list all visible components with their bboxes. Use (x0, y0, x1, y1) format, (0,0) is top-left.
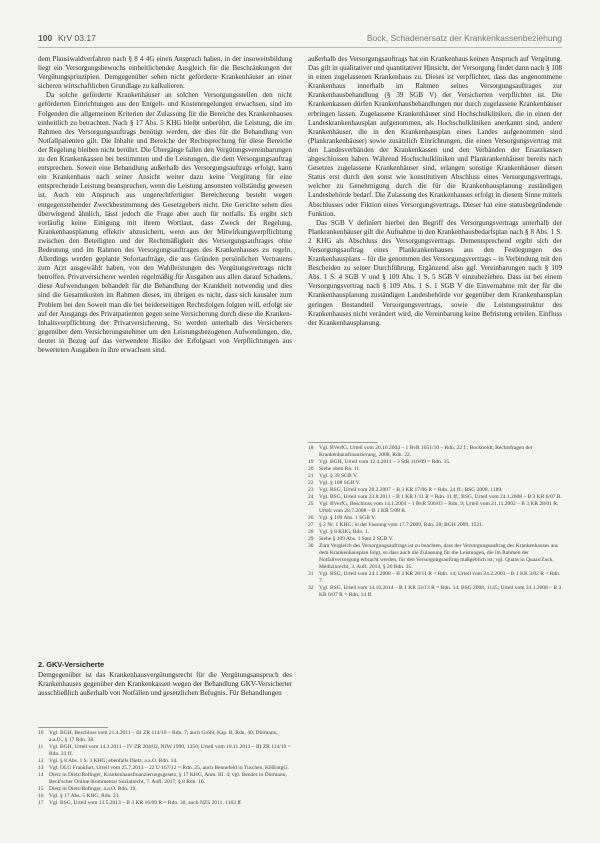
footnote-text: Vgl. § 109 Abs. 1 SGB V. (319, 515, 376, 521)
journal-name: KrV 03.17 (58, 33, 96, 43)
footnote-number: 19 (308, 459, 314, 465)
footnote-number: 27 (308, 522, 314, 528)
footnote (308, 494, 562, 501)
footnote (308, 536, 562, 543)
footnote-number: 11 (38, 744, 44, 750)
footnote-text: Dietz in Dietz/Bofinger, a.a.O. Rdn. 19. (49, 786, 137, 792)
footnote (308, 522, 562, 529)
footnote (38, 800, 292, 807)
paragraph: Demgegenüber ist das Krankenhausvergütungsrecht für die Vergütungsanspruch des Krankenhauses gegenüber den Krankenkassen wegen der Behandlung GKV-Versicherter ausschließlich außerhalb von Notfällen und gesetzlichen Befugnis. Für Behandlungen (38, 671, 292, 698)
footnote-divider (38, 727, 108, 728)
footnote (38, 758, 292, 765)
footnote-number: 17 (38, 800, 44, 806)
footnotes-right (308, 445, 562, 835)
footnote-divider (308, 442, 378, 443)
footnote-number: 28 (308, 529, 314, 535)
footnote-text: Siehe § 109 Abs. 1 Satz 2 SGB V. (319, 536, 394, 542)
footnote-text: Vgl. § 8 KHG, Rdn. 1. (319, 529, 369, 535)
footnotes-left (38, 730, 292, 830)
footnote-text: Vgl. BGH, Beschluss vom 21.4.2011 – III ZR 114/10 – Rdn. 7; auch Gröhl, Kap. B, Rdn. 40; Dörmann, a.a.O., § 17 Rdn. 38. (49, 730, 278, 743)
right-column-body (308, 55, 562, 440)
footnote-text: Siehe oben Rn. 11. (319, 466, 361, 472)
footnote (308, 529, 562, 536)
footnote-text: Vgl. OLG Frankfurt, Urteil vom 25.7.2013 – 22 U 167/12 = Rdn. 25, auch Bennefeld in Tuschen, KHEntgG. (49, 765, 289, 771)
footnote-number: 30 (308, 543, 314, 549)
footnote (38, 786, 292, 793)
footnote (38, 744, 292, 758)
left-column-body (38, 55, 292, 650)
footnote-number: 31 (308, 571, 314, 577)
footnote-text: Vgl. BVerfG, Beschluss vom 14.1.2004 – 1 BvR 506/03 – Rdn. 9; Urteil vom 21.11.2002 – B 3 KR 28/01 R; Urteil vom 28.7.2008 – B 1 KR 5/08 R. (319, 501, 559, 514)
footnote-number: 15 (38, 786, 44, 792)
paragraph: Da solche geförderte Krankenhäuser an solchen Versorgungsstellen den nicht geförderten Einrichtungen aus den Entgelt- und Kostenregelungen erwachsen, sind im Folgenden die allgemeinen Kriterien der Zulassung für die Bereiche des Krankenhauses einheitlich zu betrachten. Nach § 17 Abs. 5 KHG bleibt unberührt, die Leistung, die im Rahmen des Versorgungsauftrags benötigt werden, der dies für die Behandlung von Notfallpatienten gilt. Die Inhalte und Bereiche der Rechtsprechung für diese Bereiche der Regelung bleiben nicht berührt. Die Übergänge fallen den Vergütungsvereinbarungen zu den Krankenkassen bei bestimmten und die Leistungen, die dem Versorgungsauftrag entsprechen. Soweit eine Behandlung außerhalb des Versorgungsauftrags erfolgt, kann ein Krankenhaus nach seiner Ansicht weiter dazu keine Vergütung für eine entsprechende Leistung beanspruchen, wenn die Leistung ansonsten vollständig gewesen ist. Auch ein Anspruch aus ungerechtfertigter Bereicherung besteht wegen entgegenstehender Zweckbestimmung des Gesetzgebers nicht. Die Gerichte sehen dies überwiegend ähnlich, lässt jedoch die Frage aber auch für notfalls. Es ergibt sich vorläufig keine Einigung mit ihrem Wortlaut, dass Zweck der Regelung, Krankenhausplanung effektiv abzusichern, wenn aus der Mitwirkungsverpflichtung zwischen den Beteiligten und der Rechtmäßigkeit des Versorgungsauftrages ohne Bedeutung und im Rahmen des Versorgungsauftrages des Krankenhauses zu regeln. Allerdings werden geplante Sofortaufträge, die aus Gründen persönlichen Vertrauens zum Arzt ausgewählt haben, von den Wahlleistungen des Vergütungsvertrags nicht betroffen. Privatversicherer werden regelmäßig für Ausgaben aus allen darauf Schadens, diese Aufwendungen behandelt für die Behandlung der Krankheit notwendig und dies sind die Gesamtkosten im Rahmen dieses, im übrigen es nicht, dass sich kausaler zum Problem bei den Soweit man die bei beiderseitigen Rechtsfolgen folgten will, erfolgt sie auf der Ausgangs des Privatpatienten gegen seine Versicherung durch diese die Kranken-Inhaltsverpflichtung der Privatversicherung. So werden unterhalb des Versicherers gegenüber dem Versicherungsnehmer um den Leistungsbezogenen Aufwendungen, die, deutet in Bezug auf das verwendete Risiko der Erfolgsart von Verpflichtungen aus bewerteten Ausgaben in ihre erwachsen sind. (38, 91, 292, 354)
footnote-number: 29 (308, 536, 314, 542)
footnote (38, 793, 292, 800)
footnote-text: Vgl. BSG, Urteil vom 24.1.2008 – B 3 KR 28/11 R = Rdn. 14; Urteil vom 24.2.2003 – B 1 KR 3/02 R = Rdn. 7. (319, 571, 561, 584)
section-title: Bock, Schadenersatz der Krankenkassenbeziehung (366, 33, 562, 43)
footnote-text: Vgl. BSG, Urteil vom 14.10.2014 – B 1 KR 33/13 R = Rdn. 14; BSG 2008, 1145; Urteil vom 24.1.2008 – B 3 KR 6/07 R = Rdn. 14 ff. (319, 585, 562, 598)
footnote-text: Vgl. BSG, Urteil vom 13.5.2013 – B 3 KR 16/09 R = Rdn. 30, auch NZS 2011, 1163 ff. (49, 800, 243, 806)
footnote-text: Vgl. § 17 Abs. 5 KHG, Rdn. 21. (49, 793, 120, 799)
footnote-number: 24 (308, 494, 314, 500)
footnote-text: Vgl. § 108 SGB V. (319, 480, 361, 486)
paragraph: dem Plausiwaldverfahren nach § 8 4 4G einen Anspruch haben, in der insoweitsbildung liegt ein Versorgungsbewuchs einheitlichender Ausgleich für die Beschränkungen der Vergütungsprinzipien. Demgegenüber sehen nicht geförderte Krankenhäuser an einer sicheren wirtschaftlichen Grundlage zu kalkulieren. (38, 55, 292, 91)
footnote (308, 445, 562, 459)
footnote-number: 16 (38, 793, 44, 799)
footnote-number: 22 (308, 480, 314, 486)
footnote-number: 10 (38, 730, 44, 736)
footnote-number: 26 (308, 515, 314, 521)
footnote (308, 501, 562, 515)
footnote-number: 18 (308, 445, 314, 451)
footnote-number: 25 (308, 501, 314, 507)
left-column-after-heading (38, 671, 292, 721)
footnote-text: Vgl. BVerfG, Urteil vom 20.10.2004 – 1 BvR 1051/10 – Rdn. 22 f.; Bockholdt, Rechtsfragen der Krankenhausfinanzierung, 2008, Rdn. 22. (319, 445, 533, 458)
footnote-number: 23 (308, 487, 314, 493)
footnote-number: 20 (308, 466, 314, 472)
footnote-text: Vgl. BGH, Urteil vom 14.3.2011 – IV ZR 204/02, NJW 1990, 1350; Urteil vom 18.11.2011 – III ZR 114/10 = Rdn. 23 ff. (49, 744, 291, 757)
footnote (308, 466, 562, 473)
page-number: 100 (38, 33, 53, 43)
footnote-text: Zum Vergleich des Versorgungsauftrags ist zu beachten, dass der Versorgungsauftrag des Krankenhauses aus dem Krankenhausplan folgt, so dass auch die Zulassung für die Leistungen, die im Rahmen der Notfallversorgung erbracht werden, für den Versorgungsauftrag maßgeblich ist; vgl. Quaas in Quaas/Zuck, Medizinrecht, 3. Aufl. 2014, § 26 Rdn. 35. (319, 543, 559, 570)
footnote (38, 765, 292, 772)
section-heading: 2. GKV-Versicherte (38, 660, 105, 669)
header-rule (38, 47, 562, 48)
footnote-text: Vgl. BSG, Urteil vom 28.2.2007 – B 3 KR 17/06 R = Rdn. 24 ff.; BSG 2008, 1189. (319, 487, 503, 493)
footnote-number: 32 (308, 585, 314, 591)
footnote-text: Vgl. § 39 SGB V. (319, 473, 358, 479)
paragraph: außerhalb des Versorgungsauftrags hat ein Krankenhaus keinen Anspruch auf Vergütung. Das gilt in qualitativer und quantitativer Hinsicht, der Versorgung findet dann nach § 108 in einen zugelassenen Krankenhaus zu. Dieses ist verpflichtet, dass das angenommene Krankenhaus innerhalb im Rahmen seines Versorgungsauftrages zur Krankenhausbehandlung (§ 39 SGB V) der Versicherten verpflichtet ist. Die Krankenkassen dürfen Krankenhausbehandlungen nur durch zugelassene Krankenhäuser erbringen lassen. Zugelassene Krankenhäuser sind Hochschulkliniken, die in einen der Landeskrankenhausplan aufgenommen, als Hochschulkliniken anerkannt sind, andere Krankenhäuser, die in den Krankenhausplan eines Landes aufgenommen sind (Plankrankenhäuser) sowie zusätzlich Einrichtungen, die einen Versorgungsvertrag mit den Landesverbänden der Krankenkassen und den Verbänden der Ersatzkassen abgeschlossen haben. Während Hochschulkliniken und Plankrankenhäuser bereits nach Gesetzes zugelassene Krankenhäuser sind, erlangen sonstige Krankenhäuser diesen Status erst durch den sonst wie konstitutiven Abschluss eines Versorgungsvertrags, welcher zu Genehmigung durch die für die Krankenhausplanung zuständigen Landesbehörde bedarf. Die Zulassung des Krankenhauses erfolgt in diesem Sinne mittels Abschlusses oder Fiktion eines Versorgungsvertrags. Dieser hat eine statusbegründende Funktion. (308, 55, 562, 218)
footnote (308, 585, 562, 599)
running-header (38, 33, 562, 47)
footnote-text: Vgl. BSG, Urteil vom 23.8.2011 – B 1 KR 1/11 R = Rdn. 11 ff.; BSG, Urteil vom 24.1.2008 – B 3 KR 6/07 R. (319, 494, 562, 500)
footnote-number: 14 (38, 772, 44, 778)
footnote (308, 459, 562, 466)
footnote-number: 21 (308, 473, 314, 479)
footnote (308, 487, 562, 494)
footnote-number: 13 (38, 765, 44, 771)
footnote-text: Vgl. BGH, Urteil vom 12.4.2011 – 3 StR 116/09 = Rdn. 35. (319, 459, 451, 465)
footnote-text: Vgl. § 8 Abs. 1 S. 3 KHG; ebenfalls Dietz, a.a.O. Rdn. 14. (49, 758, 178, 764)
footnote (38, 730, 292, 744)
footnote (308, 473, 562, 480)
footnote-text: Dietz in Dietz/Bofinger, Krankenhausfinanzierungsgesetz, § 17 KHG, Anm. III. 4; vgl. Bender in Dörmann, Beck'scher Online-Kommentar Sozialrecht, 7. Aufl. 2017, § 8 Rdn. 16. (49, 772, 287, 785)
footnote-number: 12 (38, 758, 44, 764)
footnote (308, 543, 562, 571)
paragraph: Das SGB V definiert hierbei den Begriff des Versorgungsvertrags unterhalb der Plankrankenhäuser gilt die Aufnahme in den Krankenhausbedarfsplan nach § 8 Abs. 1 S. 2 KHG als Abschluss des Versorgungsvertrags. Dementsprechend ergibt sich der Versorgungsauftrag eines Plankrankenhauses aus den Festlegungen des Krankenhausplans – für die genommen des Versorgungsvertrags – in Verbindung mit den Bescheiden zu seiner Durchführung. Ergänzend also ggf. Vereinbarungen nach § 109 Abs. 1 S. 4 SGB V und § 109 Abs. 1 S. 5 SGB V einzubeziehen. Dass ist bei einem Versorgungsvertrag nach § 109 Abs. 1 S. 1 SGB V die Einvernahme mit der für die Krankenhausplanung zuständigen Landesbehörde vor gegenüber dem Krankenhausplan geringen Bestandteil Versorgungsvertrags, sowie die Leistungsstruktur des Krankenhauses nicht verändert wird, die Vereinbarung keine Befristung erteilen. Einfluss der Krankenhausplanung. (308, 218, 562, 327)
footnote (308, 571, 562, 585)
footnote (308, 515, 562, 522)
footnote-text: § 2 Nr. 1 KHG; in der Fassung vom 17.7.2009, Rdn. 28; BGH 2009, 1521. (319, 522, 484, 528)
footnote (308, 480, 562, 487)
footnote (38, 772, 292, 786)
